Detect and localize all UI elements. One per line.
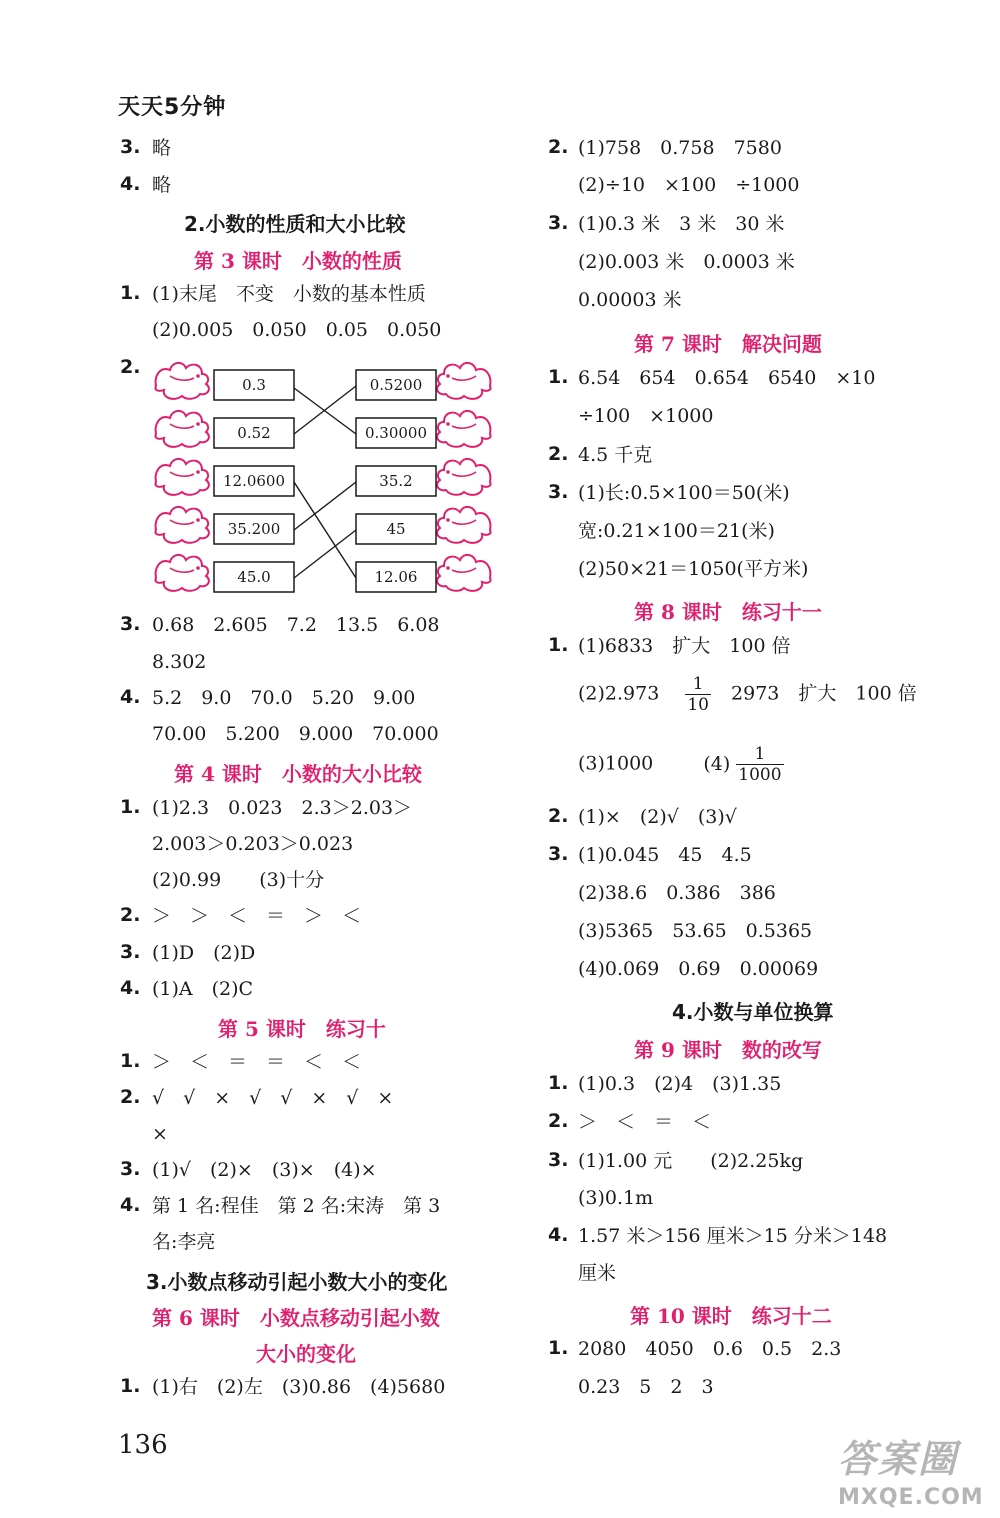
answer-line-fraction <box>578 674 917 715</box>
answer-text: (1)0.3 米 3 米 30 米 <box>578 213 785 235</box>
dove-icon <box>437 507 490 543</box>
lesson-title: 大小的变化 <box>256 1342 356 1366</box>
answer-text: 1.57 米＞156 厘米＞15 分米＞148 <box>578 1225 888 1247</box>
answer-text: 略 <box>152 137 172 159</box>
answer-text: ＞ ＞ ＜ ＝ ＞ ＜ <box>152 905 362 927</box>
box-label: 12.0600 <box>222 472 286 490</box>
answer-text: (1)右 (2)左 (3)0.86 (4)5680 <box>152 1376 446 1398</box>
item-number: 1. <box>120 282 141 304</box>
box-label: 12.06 <box>374 568 418 586</box>
answer-text: 6.54 654 0.654 6540 ×10 <box>578 367 876 389</box>
box-label: 45 <box>386 520 406 538</box>
item-number: 2. <box>120 356 141 378</box>
answer-text: 名:李亮 <box>152 1231 216 1253</box>
box-label: 45.0 <box>237 568 271 586</box>
lesson-title: 第 7 课时 解决问题 <box>634 332 822 356</box>
answer-text: 0.68 2.605 7.2 13.5 6.08 <box>152 614 440 636</box>
item-number: 2. <box>120 1086 141 1108</box>
watermark-url: MXQE.COM <box>838 1485 984 1510</box>
fraction-denominator: 1000 <box>738 765 782 785</box>
watermark-logo-text: 答案圈 <box>838 1437 959 1481</box>
answer-text: 略 <box>152 174 172 196</box>
dove-icon <box>155 411 208 447</box>
answer-text: 2973 扩大 100 倍 <box>731 682 917 705</box>
item-number: 3. <box>548 212 569 234</box>
item-number: 1. <box>120 796 141 818</box>
box-label: 35.200 <box>227 520 281 538</box>
item-number: 2. <box>548 443 569 465</box>
fraction-numerator: 1 <box>736 744 783 765</box>
answer-text: 2.003＞0.203＞0.023 <box>152 833 354 855</box>
answer-text: (1)0.3 (2)4 (3)1.35 <box>578 1073 782 1095</box>
answer-text: 4.5 千克 <box>578 444 653 466</box>
lesson-title: 第 8 课时 练习十一 <box>634 600 822 624</box>
answer-text: 5.2 9.0 70.0 5.20 9.00 <box>152 687 416 709</box>
answer-text: (2)38.6 0.386 386 <box>578 882 776 904</box>
item-number: 3. <box>120 136 141 158</box>
answer-text: (1)长:0.5×100＝50(米) <box>578 482 790 504</box>
answer-text: (2)0.003 米 0.0003 米 <box>578 251 795 273</box>
answer-text: × <box>152 1123 168 1145</box>
dove-icon <box>437 459 490 495</box>
item-number: 3. <box>548 843 569 865</box>
lesson-title: 第 6 课时 小数点移动引起小数 <box>152 1306 440 1330</box>
answer-text: (2)50×21＝1050(平方米) <box>578 558 809 580</box>
lesson-title: 第 9 课时 数的改写 <box>634 1038 822 1062</box>
answer-line-fraction <box>578 744 784 785</box>
answer-text: (1)2.3 0.023 2.3＞2.03＞ <box>152 797 413 819</box>
answer-text: ÷100 ×1000 <box>578 405 714 427</box>
answer-text: (1)D (2)D <box>152 942 256 964</box>
answer-text: (1)758 0.758 7580 <box>578 137 782 159</box>
box-label: 0.30000 <box>364 424 428 442</box>
item-number: 4. <box>120 977 141 999</box>
page-number: 136 <box>118 1430 168 1460</box>
section-title: 2.小数的性质和大小比较 <box>184 212 406 236</box>
section-title: 4.小数与单位换算 <box>672 1000 834 1024</box>
item-number: 1. <box>548 366 569 388</box>
answer-text: 70.00 5.200 9.000 70.000 <box>152 723 439 745</box>
dove-icon <box>155 555 208 591</box>
item-number: 1. <box>548 1072 569 1094</box>
box-label: 0.3 <box>242 376 266 394</box>
item-number: 4. <box>120 686 141 708</box>
answer-text: √ √ × √ √ × √ × <box>152 1087 394 1109</box>
match-line <box>294 482 356 530</box>
dove-icon <box>437 555 490 591</box>
answer-text: (1)0.045 45 4.5 <box>578 844 752 866</box>
item-number: 2. <box>548 805 569 827</box>
answer-text: (2)0.005 0.050 0.05 0.050 <box>152 319 442 341</box>
match-line <box>294 530 356 578</box>
answer-text: ＞ ＜ ＝ ＜ <box>578 1111 712 1133</box>
answer-text: (3)5365 53.65 0.5365 <box>578 920 813 942</box>
matching-diagram <box>148 358 498 598</box>
answer-text: 厘米 <box>578 1262 617 1284</box>
answer-text: (1)× (2)√ (3)√ <box>578 806 737 828</box>
answer-text: (2)÷10 ×100 ÷1000 <box>578 174 800 196</box>
item-number: 4. <box>120 173 141 195</box>
item-number: 1. <box>120 1050 141 1072</box>
lesson-title: 第 4 课时 小数的大小比较 <box>174 762 422 786</box>
item-number: 2. <box>548 136 569 158</box>
answer-text: (4)0.069 0.69 0.00069 <box>578 958 819 980</box>
item-number: 3. <box>120 941 141 963</box>
answer-text: 宽:0.21×100＝21(米) <box>578 520 775 542</box>
lesson-title: 第 3 课时 小数的性质 <box>194 249 402 273</box>
running-header: 天天5分钟 <box>118 95 227 120</box>
item-number: 2. <box>120 904 141 926</box>
answer-text: 0.00003 米 <box>578 289 682 311</box>
answer-text: 2080 4050 0.6 0.5 2.3 <box>578 1338 842 1360</box>
item-number: 3. <box>548 481 569 503</box>
item-number: 3. <box>548 1149 569 1171</box>
item-number: 4. <box>548 1224 569 1246</box>
watermark <box>838 1428 984 1510</box>
answer-text: (3)1000 <box>578 752 654 775</box>
lesson-title: 第 10 课时 练习十二 <box>630 1304 832 1328</box>
answer-text: (1)末尾 不变 小数的基本性质 <box>152 283 426 305</box>
fraction-denominator: 10 <box>687 695 709 715</box>
box-label: 35.2 <box>379 472 413 490</box>
answer-text: 0.23 5 2 3 <box>578 1376 714 1398</box>
dove-icon <box>155 459 208 495</box>
answer-text: (3)0.1m <box>578 1187 654 1209</box>
answer-text: 8.302 <box>152 651 207 673</box>
fraction <box>685 674 711 715</box>
answer-text: (2)0.99 (3)十分 <box>152 869 325 891</box>
item-number: 1. <box>548 1337 569 1359</box>
dove-icon <box>437 363 490 399</box>
fraction <box>736 744 783 785</box>
item-number: 1. <box>548 634 569 656</box>
answer-text: (2)2.973 <box>578 682 660 705</box>
answer-text: (1)6833 扩大 100 倍 <box>578 635 791 657</box>
answer-text: (4) <box>703 752 731 775</box>
match-line <box>294 482 356 578</box>
answer-text: 第 1 名:程佳 第 2 名:宋涛 第 3 <box>152 1195 441 1217</box>
box-label: 0.5200 <box>369 376 423 394</box>
section-title: 3.小数点移动引起小数大小的变化 <box>146 1270 448 1294</box>
item-number: 4. <box>120 1194 141 1216</box>
fraction-numerator: 1 <box>685 674 711 695</box>
item-number: 2. <box>548 1110 569 1132</box>
box-label: 0.52 <box>237 424 271 442</box>
answer-text: ＞ ＜ ＝ ＝ ＜ ＜ <box>152 1051 362 1073</box>
dove-icon <box>155 363 208 399</box>
lesson-title: 第 5 课时 练习十 <box>218 1017 386 1041</box>
answer-text: (1)1.00 元 (2)2.25kg <box>578 1150 804 1172</box>
dove-icon <box>437 411 490 447</box>
answer-text: (1)√ (2)× (3)× (4)× <box>152 1159 377 1181</box>
item-number: 3. <box>120 613 141 635</box>
item-number: 3. <box>120 1158 141 1180</box>
answer-text: (1)A (2)C <box>152 978 254 1000</box>
item-number: 1. <box>120 1375 141 1397</box>
dove-icon <box>155 507 208 543</box>
